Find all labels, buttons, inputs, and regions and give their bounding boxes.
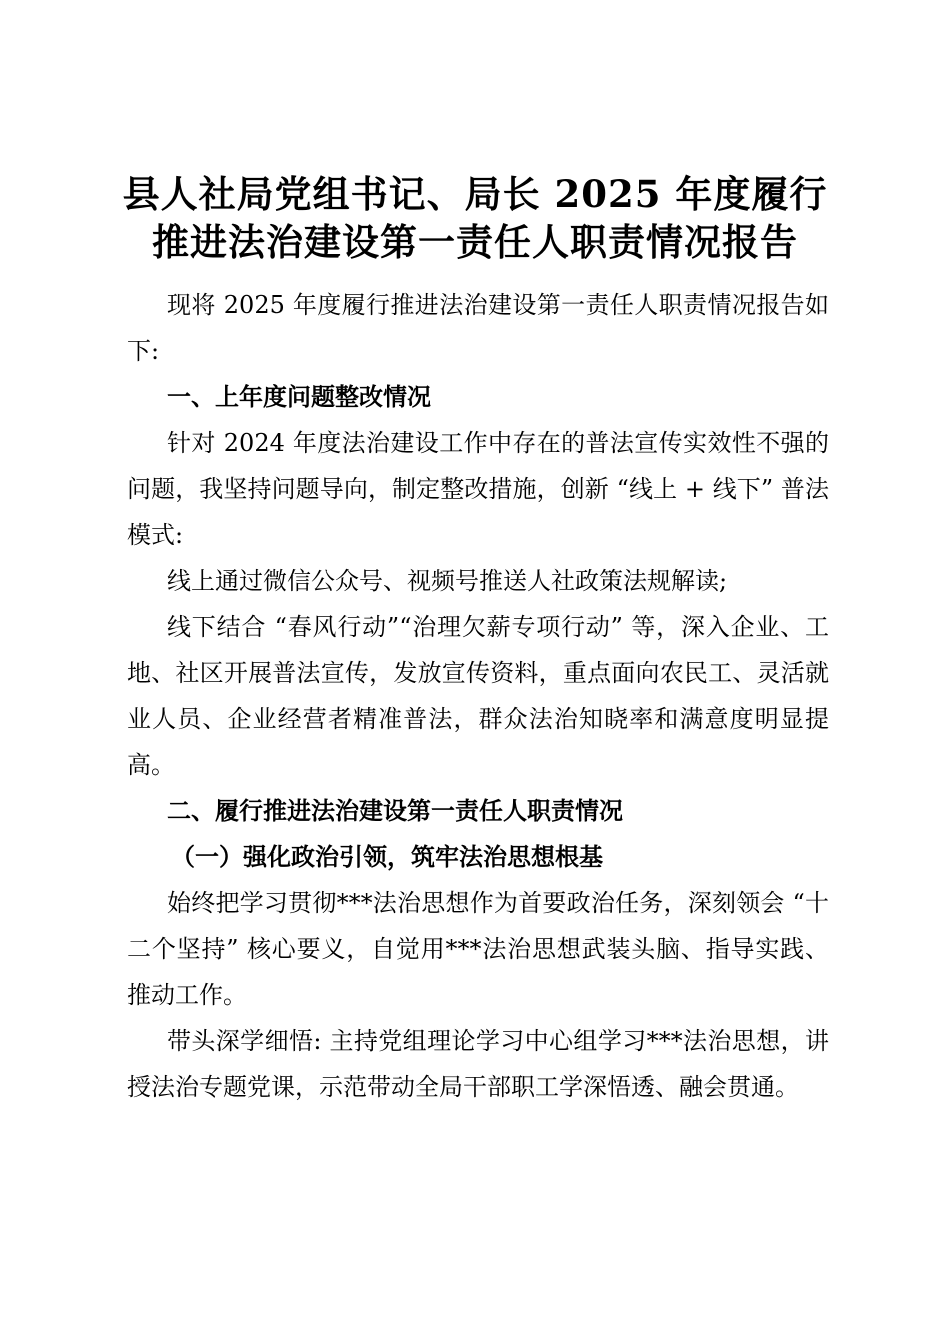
section-2-subheading-1: （一）强化政治引领，筑牢法治思想根基 [171,842,603,871]
document-title [0,170,950,266]
section-1-paragraph-2: 线上通过微信公众号、视频号推送人社政策法规解读; [167,567,728,595]
document-body [127,282,829,1110]
title-line-1: 县人社局党组书记、局长 2025 年度履行 [122,172,828,216]
intro-paragraph: 现将 2025 年度履行推进法治建设第一责任人职责情况报告如下: [127,291,829,365]
section-2-paragraph-2: 带头深学细悟: 主持党组理论学习中心组学习***法治思想，讲授法治专题党课，示范带动全局干部职工学深悟透、融会贯通。 [127,1027,829,1101]
section-2-paragraph-1: 始终把学习贯彻***法治思想作为首要政治任务，深刻领会 “十二个坚持” 核心要义，自觉用***法治思想武装头脑、指导实践、推动工作。 [127,889,829,1009]
section-1-heading: 一、上年度问题整改情况 [167,383,431,411]
section-2-heading: 二、履行推进法治建设第一责任人职责情况 [167,797,623,825]
section-1-paragraph-1: 针对 2024 年度法治建设工作中存在的普法宣传实效性不强的问题，我坚持问题导向，制定整改措施，创新 “线上 + 线下” 普法模式: [127,429,829,549]
title-line-2: 推进法治建设第一责任人职责情况报告 [152,220,798,264]
section-1-paragraph-3: 线下结合 “春风行动”“治理欠薪专项行动” 等，深入企业、工地、社区开展普法宣传，发放宣传资料，重点面向农民工、灵活就业人员、企业经营者精准普法，群众法治知晓率和满意度明显提高。 [127,613,829,779]
